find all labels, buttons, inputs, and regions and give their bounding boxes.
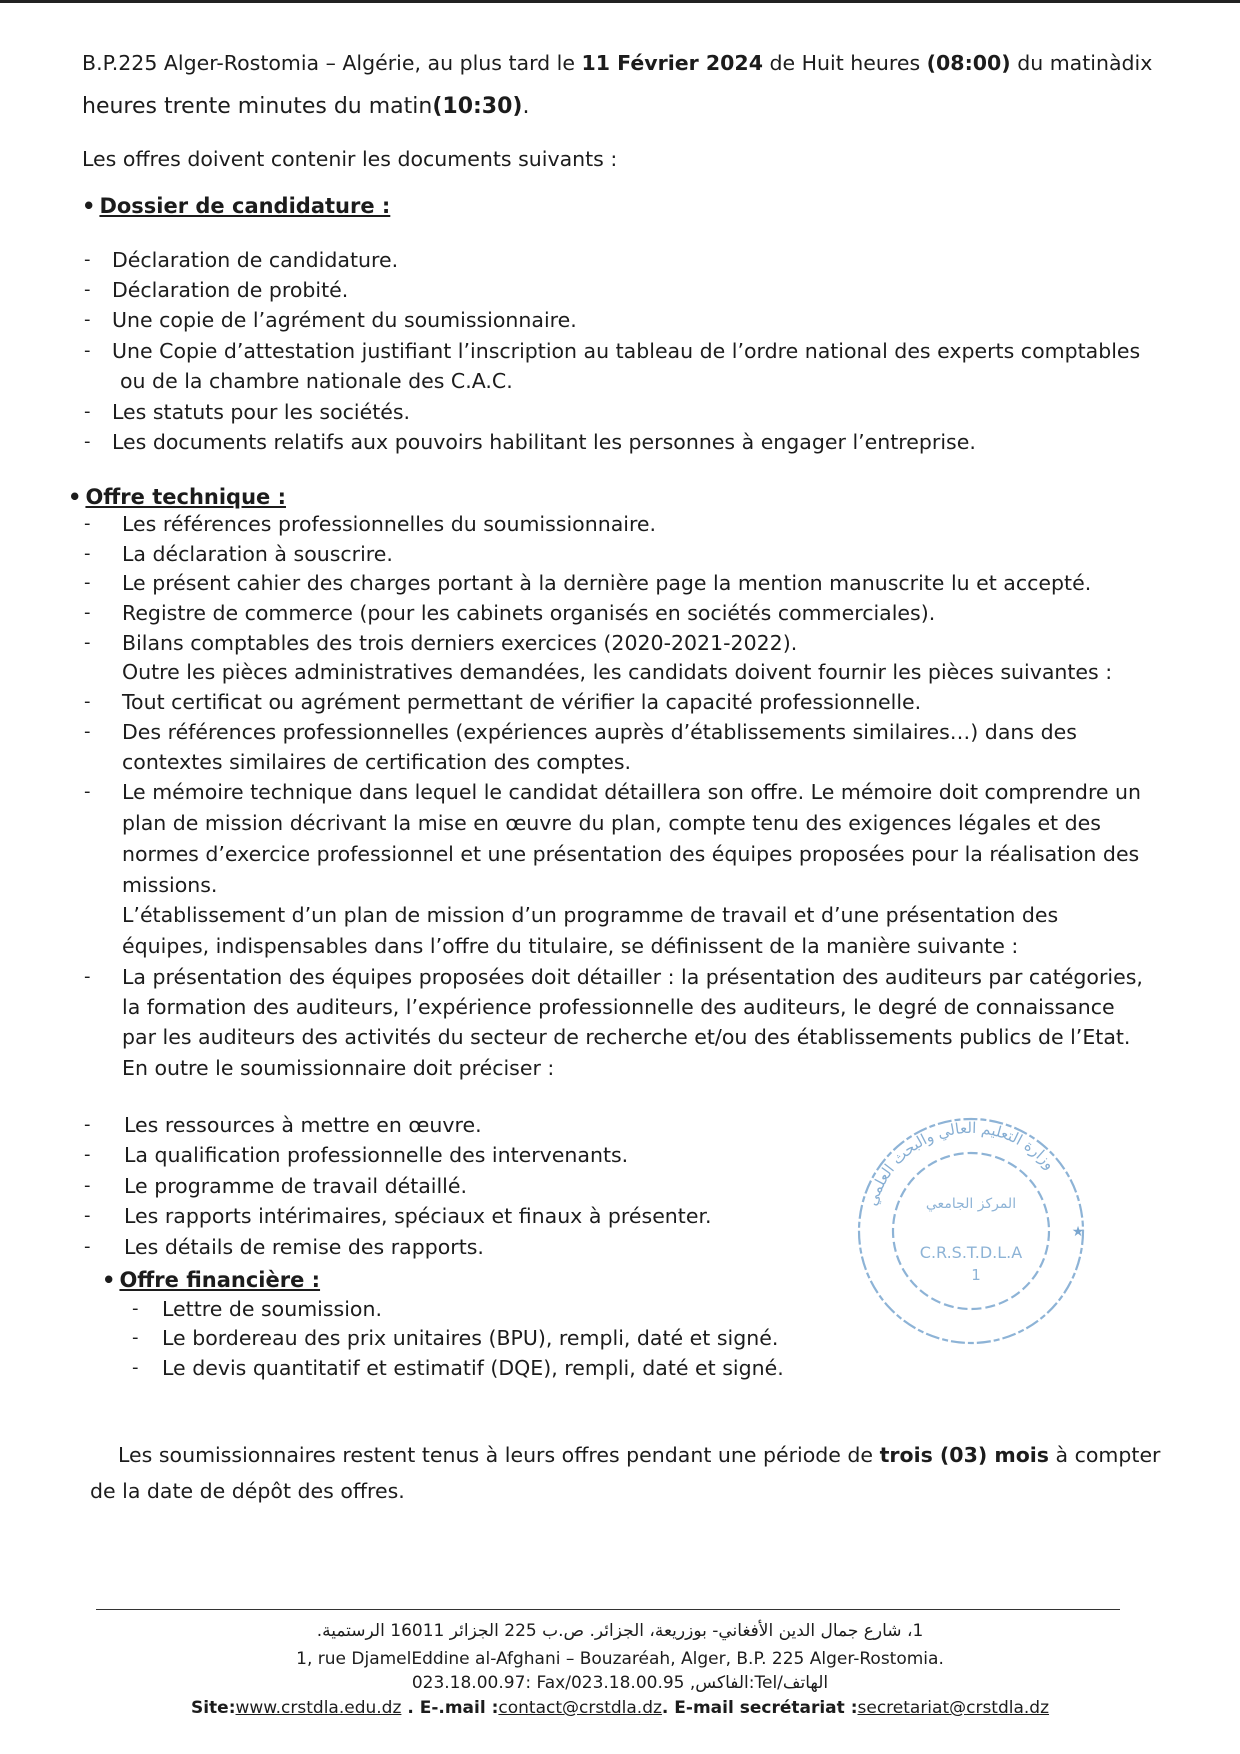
list-dash-icon: - — [84, 340, 91, 361]
list-item: équipes, indispensables dans l’offre du titulaire, se définissent de la manière suivante : — [122, 934, 1019, 958]
intro-line-1 — [82, 48, 1152, 78]
list-item: Le présent cahier des charges portant à la dernière page la mention manuscrite lu et accepté. — [122, 571, 1092, 595]
list-item: missions. — [122, 873, 218, 897]
list-dash-icon: - — [84, 632, 91, 653]
site-label: Site: — [190, 1698, 236, 1718]
list-item: Registre de commerce (pour les cabinets organisés en sociétés commerciales). — [122, 601, 936, 625]
list-dash-icon: - — [84, 401, 91, 422]
list-dash-icon: - — [84, 309, 91, 330]
intro-text: heures trente minutes du matin — [82, 94, 433, 119]
list-dash-icon: - — [84, 721, 91, 742]
list-item: Lettre de soumission. — [162, 1297, 382, 1321]
list-item: Les rapports intérimaires, spéciaux et finaux à présenter. — [124, 1204, 712, 1228]
list-item: Les détails de remise des rapports. — [124, 1235, 484, 1259]
list-item: Le devis quantitatif et estimatif (DQE), rempli, daté et signé. — [162, 1356, 784, 1380]
list-dash-icon: - — [84, 1175, 91, 1196]
end-time: (10:30) — [432, 94, 523, 119]
list-item: la formation des auditeurs, l’expérience professionnelle des auditeurs, le degré de connaissance — [122, 995, 1115, 1019]
closing-text: à compter — [1049, 1443, 1161, 1467]
list-dash-icon: - — [84, 513, 91, 534]
list-item: Les références professionnelles du soumissionnaire. — [122, 512, 657, 536]
list-dash-icon: - — [84, 249, 91, 270]
intro-text: du matinàdix — [1010, 51, 1153, 75]
stamp-arabic-outer: وزارة التعليم العالي والبحث العلمي — [862, 1118, 1059, 1208]
list-item: En outre le soumissionnaire doit préciser : — [122, 1056, 555, 1080]
closing-line-2: de la date de dépôt des offres. — [90, 1479, 405, 1503]
list-item: normes d’exercice professionnel et une présentation des équipes proposées pour la réalisation des — [122, 842, 1140, 866]
list-dash-icon: - — [84, 781, 91, 802]
footer-divider — [96, 1609, 1120, 1610]
site-link[interactable]: www.crstdla.edu.dz — [235, 1698, 402, 1718]
closing-text: Les soumissionnaires restent tenus à leurs offres pendant une période de — [118, 1443, 880, 1467]
list-item: La qualification professionnelle des intervenants. — [124, 1143, 629, 1167]
intro-text: B.P.225 Alger-Rostomia – Algérie, au plus tard le — [82, 51, 582, 75]
section-title: Dossier de candidature : — [99, 194, 391, 218]
list-item: plan de mission décrivant la mise en œuvre du plan, compte tenu des exigences légales et des — [122, 811, 1101, 835]
star-icon: ★ — [1071, 1224, 1085, 1240]
footer-contacts — [0, 1696, 1240, 1720]
list-dash-icon: - — [84, 966, 91, 987]
list-item: L’établissement d’un plan de mission d’un programme de travail et d’une présentation des — [122, 903, 1059, 927]
section-heading-technique — [68, 482, 286, 512]
stamp-number: 1 — [971, 1266, 981, 1284]
list-item: Outre les pièces administratives demandées, les candidats doivent fournir les pièces suivantes : — [122, 660, 1113, 684]
bullet-icon: • — [82, 194, 96, 218]
intro-text: . — [522, 94, 530, 119]
list-item: Tout certificat ou agrément permettant de vérifier la capacité professionnelle. — [122, 690, 922, 714]
start-time: (08:00) — [926, 51, 1011, 75]
list-item: La déclaration à souscrire. — [122, 542, 393, 566]
section-title: Offre technique : — [85, 485, 286, 509]
list-dash-icon: - — [84, 1114, 91, 1135]
secretariat-email-label: . E-mail secrétariat : — [661, 1698, 858, 1718]
list-item: contextes similaires de certification des comptes. — [122, 750, 632, 774]
footer-address: 1, rue DjamelEddine al-Afghani – Bouzaréah, Alger, B.P. 225 Alger-Rostomia. — [296, 1649, 944, 1669]
section-heading-dossier — [82, 191, 390, 221]
list-item: Une Copie d’attestation justifiant l’inscription au tableau de l’ordre national des experts comptables — [112, 339, 1141, 363]
list-item: Les ressources à mettre en œuvre. — [124, 1113, 482, 1137]
list-dash-icon: - — [84, 1236, 91, 1257]
official-stamp — [848, 1108, 1094, 1354]
list-dash-icon: - — [132, 1327, 139, 1348]
intro-text: de Huit heures — [762, 51, 927, 75]
list-item: Une copie de l’agrément du soumissionnaire. — [112, 308, 577, 332]
list-item: Le mémoire technique dans lequel le candidat détaillera son offre. Le mémoire doit comprendre un — [122, 780, 1142, 804]
list-dash-icon: - — [84, 602, 91, 623]
list-dash-icon: - — [132, 1357, 139, 1378]
secretariat-email-link[interactable]: secretariat@crstdla.dz — [857, 1698, 1050, 1718]
list-dash-icon: - — [84, 279, 91, 300]
list-item: Bilans comptables des trois derniers exercices (2020-2021-2022). — [122, 631, 798, 655]
list-item: Des références professionnelles (expériences auprès d’établissements similaires…) dans des — [122, 720, 1077, 744]
section-title: Offre financière : — [119, 1268, 321, 1292]
list-item: Le bordereau des prix unitaires (BPU), rempli, daté et signé. — [162, 1326, 779, 1350]
list-dash-icon: - — [132, 1298, 139, 1319]
validity-period: trois (03) mois — [879, 1443, 1050, 1467]
closing-line-1 — [118, 1440, 1160, 1470]
list-item: Déclaration de probité. — [112, 278, 349, 302]
email-label: . E-.mail : — [401, 1698, 499, 1718]
stamp-label: C.R.S.T.D.L.A — [919, 1243, 1023, 1262]
list-dash-icon: - — [84, 543, 91, 564]
list-item: par les auditeurs des activités du secteur de recherche et/ou des établissements publics de l’Etat. — [122, 1025, 1131, 1049]
email-link[interactable]: contact@crstdla.dz — [498, 1698, 662, 1718]
list-dash-icon: - — [84, 431, 91, 452]
footer-arabic-address: 1، شارع جمال الدين الأفغاني- بوزريعة، الجزائر. ص.ب 225 الجزائر 16011 الرستمية. — [316, 1621, 924, 1641]
documents-intro: Les offres doivent contenir les documents suivants : — [82, 147, 618, 171]
list-item: ou de la chambre nationale des C.A.C. — [120, 369, 513, 393]
bullet-icon: • — [68, 485, 82, 509]
footer-phone: 023.18.00.97: Fax/الفاكس, 023.18.00.95:Tel/الهاتف — [411, 1673, 829, 1693]
intro-line-2 — [82, 92, 529, 122]
list-dash-icon: - — [84, 1144, 91, 1165]
stamp-arabic-inner: المركز الجامعي — [925, 1196, 1017, 1212]
list-item: Les documents relatifs aux pouvoirs habilitant les personnes à engager l’entreprise. — [112, 430, 976, 454]
list-item: La présentation des équipes proposées doit détailler : la présentation des auditeurs par catégories, — [122, 965, 1143, 989]
list-item: Le programme de travail détaillé. — [124, 1174, 468, 1198]
section-heading-financiere — [102, 1265, 320, 1295]
deadline-date: 11 Février 2024 — [581, 51, 763, 75]
bullet-icon: • — [102, 1268, 116, 1292]
list-dash-icon: - — [84, 691, 91, 712]
list-dash-icon: - — [84, 1205, 91, 1226]
list-item: Déclaration de candidature. — [112, 248, 399, 272]
list-dash-icon: - — [84, 572, 91, 593]
list-item: Les statuts pour les sociétés. — [112, 400, 411, 424]
